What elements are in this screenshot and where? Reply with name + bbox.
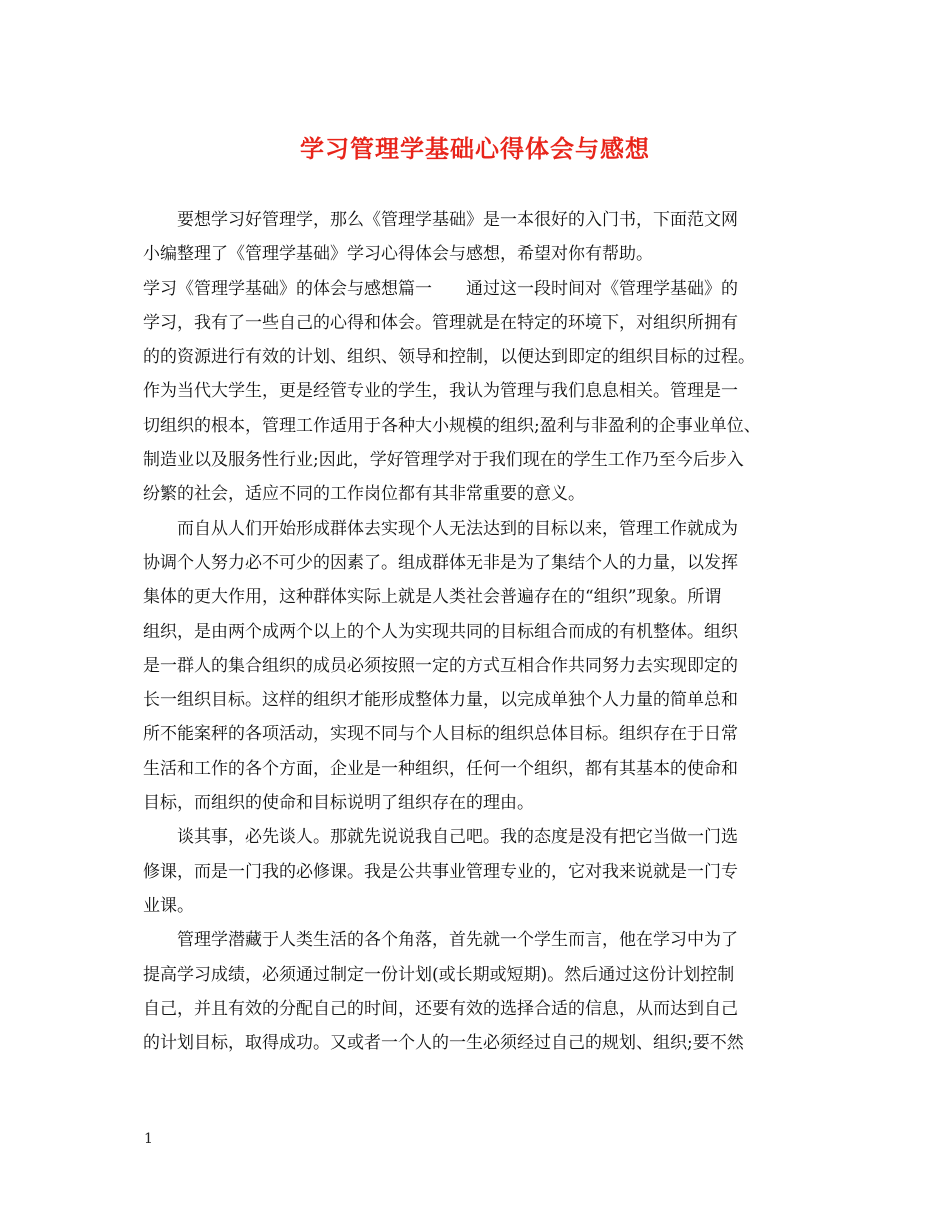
text-line: 纷繁的社会，适应不同的工作岗位都有其非常重要的意义。 — [143, 484, 585, 505]
text-line: 目标，而组织的使命和目标说明了组织存在的理由。 — [143, 793, 534, 814]
text-line: 所不能案秤的各项活动，实现不同与个人目标的组织总体目标。组织存在于日常 — [143, 724, 738, 745]
text-line: 谈其事，必先谈人。那就先说说我自己吧。我的态度是没有把它当做一门选 — [177, 827, 738, 848]
text-line: 学习《管理学基础》的体会与感想篇一 通过这一段时间对《管理学基础》的 — [143, 278, 738, 299]
text-line: 协调个人努力必不可少的因素了。组成群体无非是为了集结个人的力量，以发挥 — [143, 552, 738, 573]
text-line: 管理学潜藏于人类生活的各个角落，首先就一个学生而言，他在学习中为了 — [177, 930, 738, 951]
text-line: 提高学习成绩，必须通过制定一份计划(或长期或短期)。然后通过这份计划控制 — [143, 964, 735, 985]
text-line: 的计划目标，取得成功。又或者一个人的一生必须经过自己的规划、组织;要不然 — [143, 1033, 744, 1054]
text-line: 组织，是由两个成两个以上的个人为实现共同的目标组合而成的有机整体。组织 — [143, 621, 738, 642]
text-line: 自己，并且有效的分配自己的时间，还要有效的选择合适的信息，从而达到自己 — [143, 998, 738, 1019]
text-line: 长一组织目标。这样的组织才能形成整体力量，以完成单独个人力量的简单总和 — [143, 690, 738, 711]
page-number: 1 — [144, 1131, 153, 1147]
text-line: 切组织的根本，管理工作适用于各种大小规模的组织;盈利与非盈利的企事业单位、 — [143, 415, 761, 436]
text-line: 制造业以及服务性行业;因此，学好管理学对于我们现在的学生工作乃至今后步入 — [143, 450, 744, 471]
text-line: 集体的更大作用，这种群体实际上就是人类社会普遍存在的“组织”现象。所谓 — [143, 587, 722, 608]
text-line: 修课，而是一门我的必修课。我是公共事业管理专业的，它对我来说就是一门专 — [143, 861, 738, 882]
document-title: 学习管理学基础心得体会与感想 — [300, 134, 650, 163]
text-line: 要想学习好管理学，那么《管理学基础》是一本很好的入门书，下面范文网 — [177, 210, 738, 230]
text-line: 的的资源进行有效的计划、组织、领导和控制，以便达到即定的组织目标的过程。 — [143, 347, 755, 368]
text-line: 生活和工作的各个方面，企业是一种组织，任何一个组织，都有其基本的使命和 — [143, 758, 738, 779]
document-body — [143, 203, 813, 1060]
text-line: 作为当代大学生，更是经管专业的学生，我认为管理与我们息息相关。管理是一 — [143, 381, 738, 402]
text-line: 而自从人们开始形成群体去实现个人无法达到的目标以来，管理工作就成为 — [177, 518, 738, 539]
text-line: 小编整理了《管理学基础》学习心得体会与感想，希望对你有帮助。 — [143, 244, 653, 265]
text-line: 学习，我有了一些自己的心得和体会。管理就是在特定的环境下，对组织所拥有 — [143, 312, 738, 333]
text-line: 是一群人的集合组织的成员必须按照一定的方式互相合作共同努力去实现即定的 — [143, 655, 738, 676]
text-line: 业课。 — [143, 895, 194, 916]
